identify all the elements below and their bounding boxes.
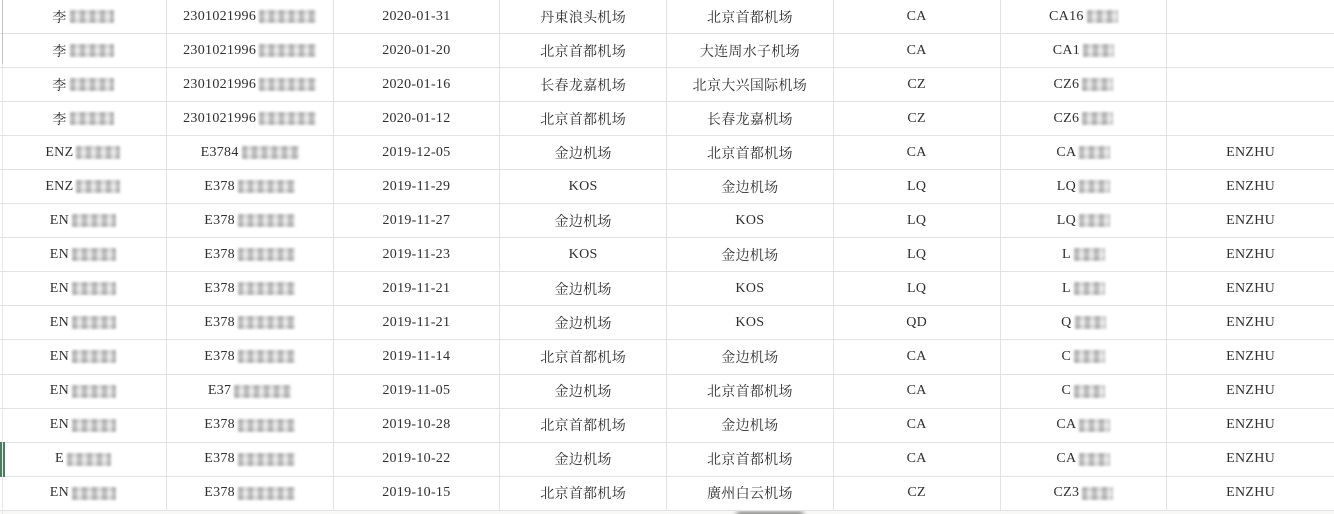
cell-flight-number[interactable]: [1001, 204, 1168, 237]
cell-passenger-code[interactable]: [1167, 272, 1334, 305]
table-row[interactable]: [0, 443, 1334, 477]
cell-id-number[interactable]: [167, 170, 334, 203]
cell-departure-airport[interactable]: [500, 102, 667, 135]
cell-passenger-name[interactable]: [0, 170, 167, 203]
cell-flight-number[interactable]: [1001, 375, 1168, 408]
flight-number-text: CA: [1056, 144, 1077, 160]
flight-redaction-blur: [1074, 282, 1105, 295]
airline-code-text: CA: [906, 348, 927, 364]
table-row[interactable]: [0, 204, 1334, 238]
id-number-text: E378: [204, 314, 235, 330]
flight-date-text: 2020-01-16: [382, 76, 451, 92]
passenger-name-text: EN: [49, 348, 69, 364]
arrival-airport-text: 北京大兴国际机场: [692, 78, 808, 94]
cell-airline-code[interactable]: [834, 170, 1001, 203]
flight-date-text: 2019-11-21: [382, 280, 451, 296]
flight-date-text: 2019-11-27: [382, 212, 451, 228]
cell-passenger-name[interactable]: [0, 306, 167, 339]
table-row[interactable]: [0, 0, 1334, 34]
arrival-airport-text: KOS: [735, 212, 765, 228]
flight-date-text: 2019-12-05: [382, 144, 451, 160]
cell-arrival-airport[interactable]: [667, 375, 834, 408]
cell-airline-code[interactable]: [834, 409, 1001, 442]
cell-passenger-code[interactable]: [1167, 306, 1334, 339]
cell-passenger-code[interactable]: [1167, 68, 1334, 101]
id-redaction-blur: [238, 453, 295, 466]
id-redaction-blur: [238, 214, 295, 227]
cell-arrival-airport[interactable]: [667, 477, 834, 510]
cell-departure-airport[interactable]: [500, 170, 667, 203]
cell-id-number[interactable]: [167, 136, 334, 169]
cell-passenger-name[interactable]: [0, 136, 167, 169]
cell-departure-airport[interactable]: [500, 272, 667, 305]
arrival-airport-text: 北京首都机场: [706, 453, 793, 469]
id-number-text: E37: [207, 383, 232, 399]
passenger-name-text: EN: [49, 485, 69, 501]
cell-arrival-airport[interactable]: [667, 204, 834, 237]
passenger-name-text: 李: [52, 112, 67, 128]
flight-date-text: 2019-11-14: [382, 348, 451, 364]
id-redaction-blur: [242, 146, 299, 159]
cell-flight-date[interactable]: [334, 477, 501, 510]
flight-number-text: L: [1061, 280, 1071, 296]
flight-redaction-blur: [1074, 350, 1105, 363]
flight-date-text: 2019-10-28: [382, 417, 451, 433]
arrival-airport-text: 北京首都机场: [706, 146, 793, 162]
id-number-text: E378: [204, 280, 235, 296]
name-redaction-blur: [72, 419, 116, 432]
arrival-airport-text: 金边机场: [721, 419, 779, 435]
flight-number-text: C: [1061, 383, 1072, 399]
id-number-text: 2301021996: [183, 8, 257, 24]
airline-code-text: CA: [906, 42, 927, 58]
id-number-text: E378: [204, 485, 235, 501]
cell-arrival-airport[interactable]: [667, 238, 834, 271]
cell-passenger-code[interactable]: [1167, 204, 1334, 237]
name-redaction-blur: [76, 146, 120, 159]
id-number-text: 2301021996: [183, 42, 257, 58]
id-redaction-blur: [259, 112, 316, 125]
passenger-name-text: EN: [49, 383, 69, 399]
cell-flight-number[interactable]: [1001, 443, 1168, 476]
cell-flight-number[interactable]: [1001, 68, 1168, 101]
cell-passenger-code[interactable]: [1167, 443, 1334, 476]
table-row[interactable]: [0, 238, 1334, 272]
passenger-code-text: ENZHU: [1226, 485, 1276, 501]
cell-arrival-airport[interactable]: [667, 34, 834, 67]
cell-departure-airport[interactable]: [500, 409, 667, 442]
cell-passenger-name[interactable]: [0, 477, 167, 510]
cell-departure-airport[interactable]: [500, 136, 667, 169]
cell-airline-code[interactable]: [834, 102, 1001, 135]
cell-flight-date[interactable]: [334, 102, 501, 135]
flight-date-text: 2019-11-05: [382, 383, 451, 399]
cell-passenger-name[interactable]: [0, 34, 167, 67]
table-row[interactable]: [0, 170, 1334, 204]
cell-airline-code[interactable]: [834, 238, 1001, 271]
passenger-code-text: ENZHU: [1226, 212, 1276, 228]
airline-code-text: CA: [906, 451, 927, 467]
cell-passenger-code[interactable]: [1167, 102, 1334, 135]
cell-passenger-code[interactable]: [1167, 34, 1334, 67]
cell-arrival-airport[interactable]: [667, 170, 834, 203]
cell-flight-date[interactable]: [334, 272, 501, 305]
cell-departure-airport[interactable]: [500, 443, 667, 476]
cell-id-number[interactable]: [167, 102, 334, 135]
cell-flight-date[interactable]: [334, 443, 501, 476]
cell-arrival-airport[interactable]: [667, 272, 834, 305]
id-number-text: E378: [204, 212, 235, 228]
cell-departure-airport[interactable]: [500, 306, 667, 339]
flight-number-text: Q: [1061, 314, 1072, 330]
departure-airport-text: 北京首都机场: [540, 419, 627, 435]
flight-redaction-blur: [1087, 10, 1118, 23]
flight-number-text: CA16: [1049, 8, 1084, 24]
passenger-name-text: EN: [49, 212, 69, 228]
name-redaction-blur: [72, 316, 116, 329]
cell-passenger-code[interactable]: [1167, 375, 1334, 408]
cell-passenger-code[interactable]: [1167, 477, 1334, 510]
cell-flight-number[interactable]: [1001, 272, 1168, 305]
table-row[interactable]: [0, 34, 1334, 68]
cell-flight-date[interactable]: [334, 204, 501, 237]
airline-code-text: CA: [906, 417, 927, 433]
cell-arrival-airport[interactable]: [667, 443, 834, 476]
cell-arrival-airport[interactable]: [667, 0, 834, 33]
cell-airline-code[interactable]: [834, 0, 1001, 33]
cell-passenger-code[interactable]: [1167, 340, 1334, 373]
departure-airport-text: KOS: [568, 178, 598, 194]
flight-redaction-blur: [1074, 385, 1105, 398]
arrival-airport-text: 金边机场: [721, 248, 779, 264]
airline-code-text: LQ: [906, 212, 927, 228]
cell-airline-code[interactable]: [834, 306, 1001, 339]
flight-redaction-blur: [1079, 419, 1110, 432]
cell-flight-date[interactable]: [334, 306, 501, 339]
cell-flight-date[interactable]: [334, 340, 501, 373]
flight-number-text: CZ3: [1053, 485, 1080, 501]
passenger-code-text: ENZHU: [1226, 348, 1276, 364]
id-redaction-blur: [238, 350, 295, 363]
departure-airport-text: 北京首都机场: [540, 350, 627, 366]
arrival-airport-text: 金边机场: [721, 350, 779, 366]
cell-passenger-name[interactable]: [0, 238, 167, 271]
passenger-name-text: 李: [52, 44, 67, 60]
flight-redaction-blur: [1079, 214, 1110, 227]
cell-id-number[interactable]: [167, 34, 334, 67]
id-number-text: E378: [204, 246, 235, 262]
table-row[interactable]: [0, 306, 1334, 340]
cell-passenger-code[interactable]: [1167, 136, 1334, 169]
cell-departure-airport[interactable]: [500, 0, 667, 33]
passenger-name-text: 李: [52, 78, 67, 94]
departure-airport-text: 金边机场: [554, 146, 612, 162]
cell-flight-number[interactable]: [1001, 0, 1168, 33]
cell-flight-number[interactable]: [1001, 340, 1168, 373]
table-row[interactable]: [0, 477, 1334, 511]
cell-airline-code[interactable]: [834, 477, 1001, 510]
id-number-text: 2301021996: [183, 110, 257, 126]
arrival-airport-text: 大连周水子机场: [699, 44, 800, 60]
flight-date-text: 2019-11-21: [382, 314, 451, 330]
departure-airport-text: 长春龙嘉机场: [540, 78, 627, 94]
cell-flight-number[interactable]: [1001, 102, 1168, 135]
cell-passenger-name[interactable]: [0, 409, 167, 442]
table-left-border: [2, 0, 3, 514]
cell-departure-airport[interactable]: [500, 34, 667, 67]
flight-redaction-blur: [1082, 78, 1113, 91]
passenger-name-text: EN: [49, 280, 69, 296]
cell-departure-airport[interactable]: [500, 238, 667, 271]
flight-number-text: LQ: [1056, 178, 1076, 194]
cell-flight-date[interactable]: [334, 409, 501, 442]
cell-id-number[interactable]: [167, 68, 334, 101]
arrival-airport-text: 北京首都机场: [706, 385, 793, 401]
flight-date-text: 2020-01-31: [382, 8, 451, 24]
cell-flight-date[interactable]: [334, 34, 501, 67]
passenger-code-text: ENZHU: [1226, 451, 1276, 467]
cell-id-number[interactable]: [167, 0, 334, 33]
cell-airline-code[interactable]: [834, 340, 1001, 373]
cell-passenger-name[interactable]: [0, 443, 167, 476]
airline-code-text: LQ: [906, 280, 927, 296]
passenger-code-text: ENZHU: [1226, 383, 1276, 399]
cell-airline-code[interactable]: [834, 34, 1001, 67]
cell-departure-airport[interactable]: [500, 340, 667, 373]
id-redaction-blur: [238, 180, 295, 193]
cell-id-number[interactable]: [167, 443, 334, 476]
passenger-code-text: ENZHU: [1226, 280, 1276, 296]
departure-airport-text: 丹東浪头机场: [540, 10, 627, 26]
departure-airport-text: 金边机场: [554, 282, 612, 298]
departure-airport-text: 北京首都机场: [540, 487, 627, 503]
id-number-text: E378: [204, 417, 235, 433]
cell-arrival-airport[interactable]: [667, 68, 834, 101]
cell-arrival-airport[interactable]: [667, 409, 834, 442]
arrival-airport-text: KOS: [735, 280, 765, 296]
id-redaction-blur: [238, 316, 295, 329]
id-redaction-blur: [238, 487, 295, 500]
cell-flight-date[interactable]: [334, 238, 501, 271]
airline-code-text: CZ: [907, 76, 926, 92]
departure-airport-text: 金边机场: [554, 214, 612, 230]
id-number-text: E378: [204, 178, 235, 194]
departure-airport-text: 北京首都机场: [540, 112, 627, 128]
departure-airport-text: KOS: [568, 246, 598, 262]
cell-passenger-code[interactable]: [1167, 170, 1334, 203]
passenger-code-text: ENZHU: [1226, 178, 1276, 194]
cell-passenger-name[interactable]: [0, 0, 167, 33]
table-row[interactable]: [0, 375, 1334, 409]
cell-flight-date[interactable]: [334, 375, 501, 408]
passenger-name-text: EN: [49, 314, 69, 330]
flight-date-text: 2019-11-23: [382, 246, 451, 262]
flight-redaction-blur: [1075, 316, 1106, 329]
cell-id-number[interactable]: [167, 272, 334, 305]
name-redaction-blur: [70, 78, 114, 91]
id-number-text: 2301021996: [183, 76, 257, 92]
cell-arrival-airport[interactable]: [667, 102, 834, 135]
airline-code-text: CA: [906, 383, 927, 399]
departure-airport-text: 金边机场: [554, 453, 612, 469]
id-redaction-blur: [259, 44, 316, 57]
name-redaction-blur: [70, 44, 114, 57]
cell-id-number[interactable]: [167, 375, 334, 408]
table-row[interactable]: [0, 68, 1334, 102]
cell-id-number[interactable]: [167, 409, 334, 442]
cell-departure-airport[interactable]: [500, 204, 667, 237]
cell-flight-number[interactable]: [1001, 136, 1168, 169]
cell-id-number[interactable]: [167, 238, 334, 271]
flight-date-text: 2019-10-15: [382, 485, 451, 501]
flight-number-text: CA1: [1052, 42, 1081, 58]
passenger-code-text: ENZHU: [1226, 417, 1276, 433]
flight-number-text: CA: [1056, 451, 1077, 467]
cell-arrival-airport[interactable]: [667, 340, 834, 373]
arrival-airport-text: 北京首都机场: [706, 10, 793, 26]
cell-airline-code[interactable]: [834, 443, 1001, 476]
cell-passenger-name[interactable]: [0, 340, 167, 373]
flight-redaction-blur: [1079, 180, 1110, 193]
cell-passenger-code[interactable]: [1167, 0, 1334, 33]
flight-redaction-blur: [1074, 248, 1105, 261]
cell-flight-date[interactable]: [334, 0, 501, 33]
cell-flight-number[interactable]: [1001, 306, 1168, 339]
cell-passenger-name[interactable]: [0, 204, 167, 237]
airline-code-text: CA: [906, 144, 927, 160]
name-redaction-blur: [70, 112, 114, 125]
flight-date-text: 2020-01-12: [382, 110, 451, 126]
cell-airline-code[interactable]: [834, 136, 1001, 169]
id-number-text: E378: [204, 348, 235, 364]
table-row[interactable]: [0, 136, 1334, 170]
flight-date-text: 2020-01-20: [382, 42, 451, 58]
arrival-airport-text: 金边机场: [721, 180, 779, 196]
id-redaction-blur: [259, 78, 316, 91]
cell-departure-airport[interactable]: [500, 477, 667, 510]
cell-airline-code[interactable]: [834, 272, 1001, 305]
name-redaction-blur: [72, 248, 116, 261]
passenger-name-text: ENZ: [45, 178, 74, 194]
flight-number-text: CZ6: [1053, 110, 1080, 126]
airline-code-text: CZ: [907, 485, 926, 501]
cell-flight-number[interactable]: [1001, 34, 1168, 67]
name-redaction-blur: [72, 385, 116, 398]
id-redaction-blur: [259, 10, 316, 23]
cell-passenger-name[interactable]: [0, 68, 167, 101]
flight-redaction-blur: [1079, 453, 1110, 466]
table-row[interactable]: [0, 102, 1334, 136]
flight-redaction-blur: [1083, 44, 1114, 57]
cell-id-number[interactable]: [167, 477, 334, 510]
passenger-code-text: ENZHU: [1226, 246, 1276, 262]
cell-arrival-airport[interactable]: [667, 306, 834, 339]
passenger-name-text: EN: [49, 417, 69, 433]
cell-flight-number[interactable]: [1001, 409, 1168, 442]
cell-flight-number[interactable]: [1001, 170, 1168, 203]
id-redaction-blur: [238, 248, 295, 261]
id-redaction-blur: [238, 419, 295, 432]
arrival-airport-text: 廣州白云机场: [706, 487, 793, 503]
airline-code-text: LQ: [906, 246, 927, 262]
flight-number-text: CA: [1056, 417, 1077, 433]
cell-passenger-code[interactable]: [1167, 238, 1334, 271]
name-redaction-blur: [67, 453, 111, 466]
cell-departure-airport[interactable]: [500, 68, 667, 101]
cell-passenger-name[interactable]: [0, 272, 167, 305]
flight-redaction-blur: [1079, 146, 1110, 159]
departure-airport-text: 金边机场: [554, 316, 612, 332]
passenger-name-text: E: [54, 451, 64, 467]
cell-airline-code[interactable]: [834, 68, 1001, 101]
flight-date-text: 2019-11-29: [382, 178, 451, 194]
airline-code-text: LQ: [906, 178, 927, 194]
cell-flight-date[interactable]: [334, 68, 501, 101]
name-redaction-blur: [70, 10, 114, 23]
flight-number-text: CZ6: [1053, 76, 1080, 92]
table-row[interactable]: [0, 340, 1334, 374]
cell-id-number[interactable]: [167, 340, 334, 373]
arrival-airport-text: KOS: [735, 314, 765, 330]
cell-flight-date[interactable]: [334, 170, 501, 203]
passenger-code-text: ENZHU: [1226, 314, 1276, 330]
flight-number-text: L: [1061, 246, 1071, 262]
cell-arrival-airport[interactable]: [667, 136, 834, 169]
airline-code-text: CA: [906, 8, 927, 24]
id-number-text: E378: [204, 451, 235, 467]
cell-flight-number[interactable]: [1001, 238, 1168, 271]
id-number-text: E3784: [200, 144, 239, 160]
table-row[interactable]: [0, 272, 1334, 306]
cell-flight-date[interactable]: [334, 136, 501, 169]
cell-id-number[interactable]: [167, 306, 334, 339]
cell-passenger-code[interactable]: [1167, 409, 1334, 442]
arrival-airport-text: 长春龙嘉机场: [706, 112, 793, 128]
table-left-border-top: [2, 0, 3, 64]
flight-redaction-blur: [1082, 112, 1113, 125]
id-redaction-blur: [238, 282, 295, 295]
name-redaction-blur: [72, 350, 116, 363]
passenger-name-text: EN: [49, 246, 69, 262]
cell-departure-airport[interactable]: [500, 375, 667, 408]
cell-flight-number[interactable]: [1001, 477, 1168, 510]
passenger-name-text: ENZ: [45, 144, 74, 160]
flight-date-text: 2019-10-22: [382, 451, 451, 467]
flight-redaction-blur: [1082, 487, 1113, 500]
passenger-code-text: ENZHU: [1226, 144, 1276, 160]
flight-number-text: C: [1061, 348, 1072, 364]
departure-airport-text: 金边机场: [554, 385, 612, 401]
airline-code-text: QD: [906, 314, 928, 330]
name-redaction-blur: [72, 282, 116, 295]
cell-passenger-name[interactable]: [0, 102, 167, 135]
id-redaction-blur: [234, 385, 291, 398]
airline-code-text: CZ: [907, 110, 926, 126]
name-redaction-blur: [72, 487, 116, 500]
cell-airline-code[interactable]: [834, 375, 1001, 408]
flight-number-text: LQ: [1056, 212, 1076, 228]
name-redaction-blur: [72, 214, 116, 227]
name-redaction-blur: [76, 180, 120, 193]
cell-passenger-name[interactable]: [0, 375, 167, 408]
table-row[interactable]: [0, 409, 1334, 443]
passenger-name-text: 李: [52, 10, 67, 26]
cell-id-number[interactable]: [167, 204, 334, 237]
departure-airport-text: 北京首都机场: [540, 44, 627, 60]
cell-airline-code[interactable]: [834, 204, 1001, 237]
